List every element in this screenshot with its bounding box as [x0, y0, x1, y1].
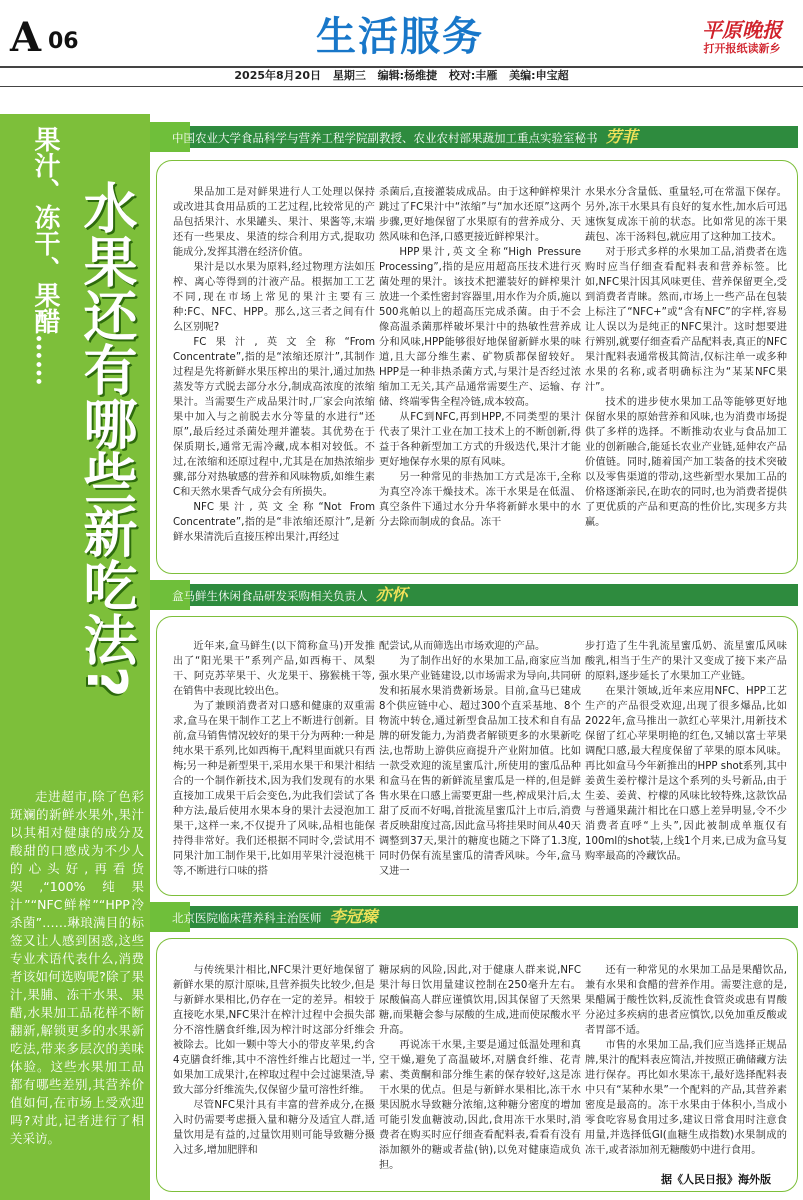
paragraph: 尽管NFC果汁具有丰富的营养成分,在摄入时仍需要考虑摄入量和糖分及适宜人群,适量饮用是有益的,过量饮用则可能导致糖分摄入过多,增加肥胖和	[173, 1100, 375, 1156]
issue-date: 2025年8月20日	[234, 69, 321, 82]
issue-meta	[0, 68, 803, 84]
banner-person: 李冠臻	[329, 907, 378, 926]
artist-credit: 美编:申宝超	[509, 69, 569, 82]
paragraph: 技术的进步使水果加工品等能够更好地保留水果的原始营养和风味,也为消费市场提供了多样的选择。不断推动农业与食品加工业的创新融合,能延长农业产业链,延伸农产品价值链。同时,随着国产加工装备的技术突破以及零售渠道的带动,这些新型水果加工品的价格逐渐亲民,在助农的同时,也为消费者提供了更优质的产品和更高的性价比,实现多方共赢。	[585, 397, 787, 528]
section-banner-3	[158, 902, 798, 930]
banner-affiliation: 盒马鲜生休闲食品研发采购相关负责人	[172, 589, 368, 603]
paragraph: 配尝试,从而筛选出市场欢迎的产品。	[379, 641, 546, 652]
article-column	[585, 963, 787, 1158]
paragraph: 还有一种常见的水果加工品是果醋饮品,兼有水果和食醋的营养作用。需要注意的是,果醋属于酸性饮料,反流性食管炎或患有胃酸分泌过多疾病的患者应慎饮,以免加重反酸或者胃部不适。	[585, 965, 787, 1036]
paragraph: 另一种常见的非热加工方式是冻干,全称为真空冷冻干燥技术。冻干水果是在低温、真空条件下通过水分升华将新鲜水果中的水分去除而制成的食品。冻干	[379, 472, 581, 528]
paragraph: 为了制作出好的水果加工品,商家应当加强水果产业链建设,以市场需求为导向,共同研发和拓展水果消费新场景。目前,盒马已建成8个供应链中心、超过300个直采基地、8个物流中转仓,通过新型食品加工技术和自有品牌的研发能力,为消费者解锁更多的水果新吃法,也帮助上游供应商提升产业附加值。比如一款受欢迎的流星蜜瓜汁,所使用的蜜瓜品种和盒马在售的新鲜流星蜜瓜是一样的,但是鲜售水果在口感上需要更甜一些,榨成果汁后,太甜了反而不好喝,首批流星蜜瓜汁上市后,消费者反映甜度过高,因此盒马将挂果时间从40天调整到37天,果汁的糖度也随之下降了1.3度,同时仍保有流星蜜瓜的清香风味。今年,盒马又进一	[379, 656, 581, 877]
banner-person: 劳菲	[605, 127, 638, 146]
article-column	[173, 963, 375, 1158]
paragraph: 为了兼顾消费者对口感和健康的双重需求,盒马在果干制作工艺上不断进行创新。目前,盒马销售情况较好的果干分为两种:一种是纯水果干系列,比如西梅干,配料里面就只有西梅;另一种是新型果干,采用水果干和果汁相结合的一个制作新技术,因为我们发现有的水果直接加工成果干后会变色,为此我们尝试了各种方法,最后使用水果本身的果汁去浸泡加工果干,这样一来,不仅提升了风味,品相也能保持得非常好。我们还根据不同时令,尝试用不同果汁加工制作果干,比如用苹果汁浸泡桃干等,不断进行口味的搭	[173, 701, 375, 877]
logo-name: 平原晚报	[702, 18, 782, 42]
header-rule-bottom	[0, 86, 803, 87]
section-banner-1	[158, 122, 798, 150]
banner-label	[172, 127, 638, 148]
newspaper-logo	[692, 18, 792, 56]
article-column	[585, 185, 787, 530]
headline-title: 水果还有哪些新吃法?	[75, 180, 138, 698]
article-column	[173, 185, 375, 545]
section-title: 生活服务	[316, 14, 484, 60]
paragraph: 果汁是以水果为原料,经过物理方法如压榨、离心等得到的汁液产品。根据加工工艺不同,现在市场上常见的果汁主要有三种:FC、NFC、HPP。那么,这三者之间有什么区别呢?	[173, 262, 375, 333]
headline-subtitle: 果汁、冻干、果醋……	[30, 126, 60, 386]
paragraph: 从FC到NFC,再到HPP,不同类型的果汁代表了果汁工业在加工技术上的不断创新,得益于各种新型加工方式的升级迭代,果汁才能更好地保存水果的原有风味。	[379, 412, 581, 468]
article-box-3	[156, 938, 798, 1192]
page-number: 06	[48, 29, 79, 54]
article-box-2	[156, 616, 798, 896]
paragraph: 果品加工是对鲜果进行人工处理以保持或改进其食用品质的工艺过程,比较常见的产品包括果汁、水果罐头、果汁、果酱等,末端还有一些果皮、果渣的综合利用方式,提取功能成分,发挥其潜在经济价值。	[173, 187, 375, 258]
section-banner-2	[158, 580, 798, 608]
paragraph: 杀菌后,直接灌装成成品。由于这种鲜榨果汁跳过了FC果汁中“浓缩”与“加水还原”这两个步骤,更好地保留了水果原有的营养成分、天然风味和色泽,口感更接近鲜榨果汁。	[379, 187, 581, 243]
paragraph: 对于形式多样的水果加工品,消费者在选购时应当仔细查看配料表和营养标签。比如,NFC果汁因其风味更佳、营养保留更全,受到消费者青睐。然而,市场上一些产品在包装上标注了“NFC+”或“含有NFC”的字样,容易让人误以为是纯正的NFC果汁。这时想要进行辨别,就要仔细查看产品配料表,真正的NFC果汁配料表通常极其简洁,仅标注单一或多种水果的名称,或者明确标注为“某某NFC果汁”。	[585, 247, 787, 393]
article-column	[379, 639, 581, 879]
source-credit: 据《人民日报》海外版	[661, 1173, 771, 1186]
article-column	[585, 639, 787, 864]
banner-label	[172, 907, 378, 928]
paragraph: 与传统果汁相比,NFC果汁更好地保留了新鲜水果的原汁原味,且营养损失比较少,但是与新鲜水果相比,仍存在一定的差异。相较于直接吃水果,NFC果汁在榨汁过程中会损失部分不溶性膳食纤维,因为榨汁时这部分纤维会被除去。比如一颗中等大小的带皮苹果,约含4克膳食纤维,其中不溶性纤维占比超过一半,如果加工成果汁,在榨取过程中会过滤果渣,导致大部分纤维流失,仅保留少量可溶性纤维。	[173, 965, 375, 1096]
banner-label	[172, 585, 408, 606]
logo-slogan: 打开报纸读新乡	[703, 42, 781, 55]
banner-affiliation: 北京医院临床营养科主治医师	[172, 911, 322, 925]
banner-person: 亦怀	[375, 585, 408, 604]
paragraph: 市售的水果加工品,我们应当选择正规品牌,果汁的配料表应简洁,并按照正确储藏方法进行保存。再比如水果冻干,最好选择配料表中只有“某种水果”一个配料的产品,其营养素密度是最高的。冻干水果由于体积小,当成小零食吃容易食用过多,建议日常食用时注意食用量,并选择低GI(血糖生成指数)水果制成的冻干,或者添加剂无糖酸奶中进行食用。	[585, 1040, 787, 1156]
paragraph: 近年来,盒马鲜生(以下简称盒马)开发推出了“阳光果干”系列产品,如西梅干、凤梨干、阿克苏苹果干、火龙果干、猕猴桃干等,在销售中表现比较出色。	[173, 641, 375, 697]
banner-affiliation: 中国农业大学食品科学与营养工程学院副教授、农业农村部果蔬加工重点实验室秘书	[172, 131, 598, 145]
paragraph: 糖尿病的风险,因此,对于健康人群来说,NFC果汁每日饮用量建议控制在250毫升左右。尿酸偏高人群应谨慎饮用,因其保留了天然果糖,而果糖会参与尿酸的生成,进而使尿酸水平升高。	[379, 965, 581, 1036]
page-letter: A	[10, 14, 42, 61]
paragraph: 再说冻干水果,主要是通过低温处理和真空干燥,避免了高温破坏,对膳食纤维、花青素、类黄酮和部分维生素的保存较好,这是冻干水果的优点。但是与新鲜水果相比,冻干水果因脱水导致糖分浓缩,这种糖分密度的增加可能引发血糖波动,因此,食用冻干水果时,消费者在购买时应仔细查看配料表,看看有没有添加额外的糖或者盐(钠),以免对健康造成负担。	[379, 1040, 581, 1171]
paragraph: FC果汁,英文全称“From Concentrate”,指的是“浓缩还原汁”,其制作过程是先将新鲜水果压榨出的果汁,通过加热蒸发等方式脱去部分水分,制成高浓度的浓缩果汁。当需要生产成品果汁时,厂家会向浓缩果中加入与之前脱去水分等量的水进行“还原”,最后经过杀菌处理并灌装。其优势在于保质期长,通常无需冷藏,成本相对较低。不过,在浓缩和还原过程中,尤其是在加热浓缩步骤,部分对热敏感的营养和风味物质,如维生素C和天然水果香气成分会有所损失。	[173, 337, 375, 498]
paragraph: 水果水分含量低、重量轻,可在常温下保存。另外,冻干水果具有良好的复水性,加水后可迅速恢复成冻干前的状态。比如常见的冻干果蔬包、冻干汤料包,就应用了这种加工技术。	[585, 187, 787, 243]
article-box-1	[156, 160, 798, 574]
article-column	[379, 185, 581, 530]
issue-weekday: 星期三	[332, 69, 366, 82]
paragraph: HPP果汁,英文全称“High Pressure Processing”,指的是应用超高压技术进行灭菌处理的果汁。该技术把灌装好的鲜榨果汁放进一个柔性密封容器里,用水作为介质,施以500兆帕以上的超高压完成杀菌。由于不会像高温杀菌那样破坏果汁中的热敏性营养成分和风味,HPP能够很好地保留新鲜水果的味道,且大部分维生素、矿物质都保留较好。HPP是一种非热杀菌方式,与果汁是否经过浓缩加工无关,其产品通常需要生产、运输、存储、终端零售全程冷链,成本较高。	[379, 247, 581, 408]
article-column	[379, 963, 581, 1173]
article-intro: 走进超市,除了色彩斑斓的新鲜水果外,果汁以其相对健康的成分及酸甜的口感成为不少人的心头好,再看货架,“100%纯果汁”“NFC鲜榨”“HPP冷杀菌”……琳琅满目的标签又让人感到困惑,这些专业术语代表什么,消费者该如何选购呢?除了果汁,果脯、冻干水果、果醋,水果加工品花样不断翻新,解锁更多的水果新吃法,带来多层次的美味体验。这些水果加工品都有哪些差别,其营养价值如何,在市场上受欢迎吗?对此,记者进行了相关采访。	[10, 789, 144, 1146]
editor-credit: 编辑:杨维捷	[377, 69, 438, 82]
paragraph: 步打造了生牛乳流星蜜瓜奶、流星蜜瓜风味酸乳,相当于生产的果汁又变成了接下来产品的原料,逐步延长了水果加工产业链。	[585, 641, 787, 682]
proofreader-credit: 校对:丰雁	[448, 69, 498, 82]
paragraph: NFC果汁,英文全称“Not From Concentrate”,指的是“非浓缩还原汁”,是新鲜水果清洗后直接压榨出果汁,再经过	[173, 502, 375, 543]
paragraph: 在果汁领域,近年来应用NFC、HPP工艺生产的产品很受欢迎,出现了很多爆品,比如2022年,盒马推出一款红心苹果汁,用新技术保留了红心苹果明艳的红色,又辅以富士苹果调配口感,最大程度保留了苹果的原本风味。再比如盒马今年新推出的HPP shot系列,其中姜黄生姜柠檬汁是这个系列的头号新品,由于生姜、姜黄、柠檬的风味比较特殊,这款饮品与普通果蔬汁相比在口感上差异明显,令不少消费者直呼“上头”,因此被制成单瓶仅有100ml的shot装,上线1个月来,已成为盒马复购率最高的冷藏饮品。	[585, 686, 787, 862]
article-column	[173, 639, 375, 879]
